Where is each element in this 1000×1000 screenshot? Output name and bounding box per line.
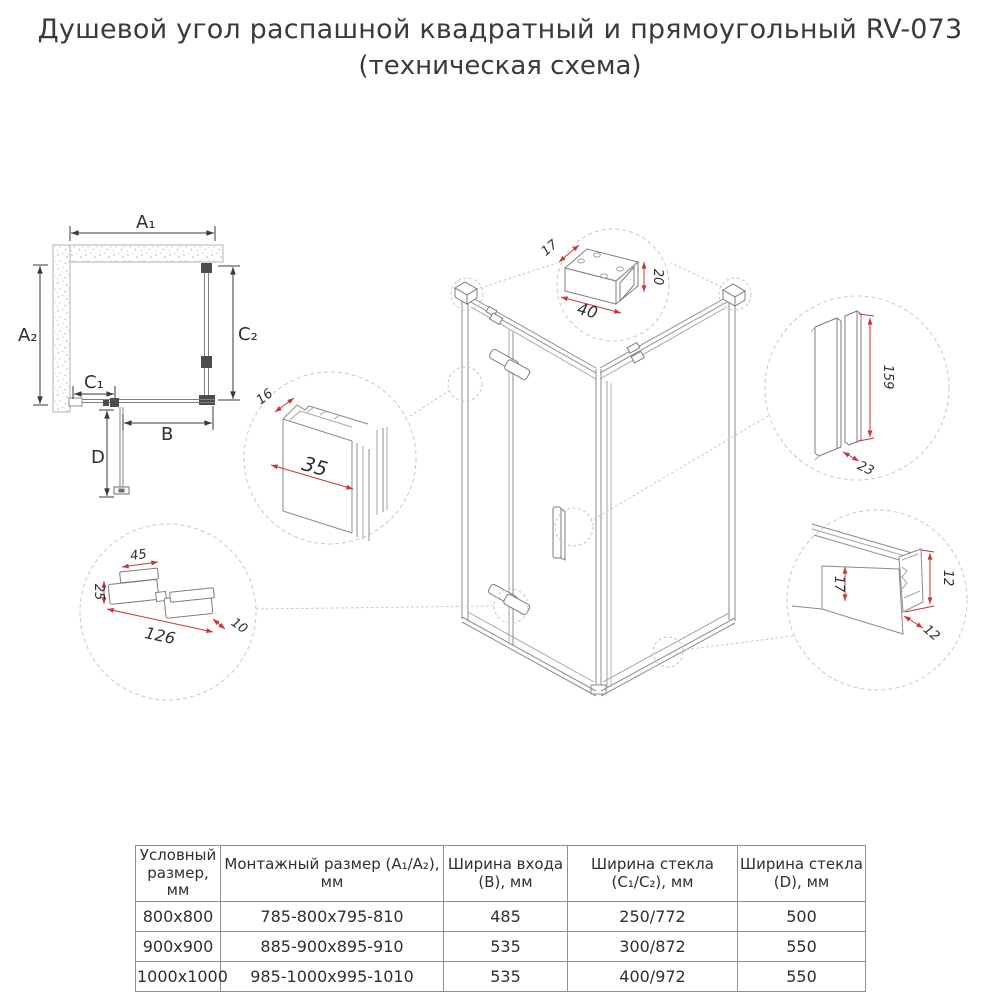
hinge-dim-height: 25 xyxy=(91,583,106,601)
wallprofile-dim-depth: 16 xyxy=(253,386,277,409)
cell-glass-d: 550 xyxy=(738,932,866,962)
door-hinge-top xyxy=(488,348,530,380)
cell-mounting: 885-900x895-910 xyxy=(221,932,444,962)
rail-dim-glass-depth: 17 xyxy=(831,575,846,593)
bracket-dim-depth: 17 xyxy=(538,237,561,260)
plan-door-handle-core xyxy=(119,489,125,493)
plan-wall-profile-block xyxy=(69,398,82,406)
hinge-dim-plate: 45 xyxy=(129,546,148,565)
col-mounting-size: Монтажный размер (А₁/А₂), мм xyxy=(221,846,444,902)
col-glass-width-c: Ширина стекла (C₁/C₂), мм xyxy=(568,846,738,902)
callout-connectors xyxy=(253,263,793,650)
col-nominal-size: Условный размер, мм xyxy=(136,846,221,902)
table-row xyxy=(136,962,866,992)
cell-nominal: 900x900 xyxy=(136,932,221,962)
cell-glass-d: 550 xyxy=(738,962,866,992)
cell-nominal: 1000x1000 xyxy=(136,962,221,992)
isometric-view xyxy=(253,263,793,696)
table-row xyxy=(136,902,866,932)
callout-markers xyxy=(448,278,751,667)
glass-clips xyxy=(486,306,644,363)
dim-label-a2: A₂ xyxy=(18,325,38,346)
cell-mounting: 785-800x795-810 xyxy=(221,902,444,932)
rail-dim-height: 12 xyxy=(940,569,955,587)
cell-entry: 485 xyxy=(444,902,568,932)
detail-top-bracket xyxy=(539,229,669,341)
cell-nominal: 800x800 xyxy=(136,902,221,932)
dim-label-b: B xyxy=(161,424,174,445)
bracket-dim-width: 40 xyxy=(575,298,600,323)
title-line2: (техническая схема) xyxy=(358,51,642,81)
handle-dim-height: 159 xyxy=(880,364,895,390)
plan-bottom-glass xyxy=(70,400,215,403)
cell-glass-c: 250/772 xyxy=(568,902,738,932)
dim-label-c1: C₁ xyxy=(84,372,104,393)
plan-top-wall xyxy=(53,245,223,262)
cell-glass-d: 500 xyxy=(738,902,866,932)
detail-wall-profile xyxy=(244,372,416,544)
title-line1: Душевой угол распашной квадратный и прямоугольный RV-073 xyxy=(37,14,963,45)
cell-mounting: 985-1000x995-1010 xyxy=(221,962,444,992)
plan-left-wall xyxy=(53,245,70,412)
col-entry-width: Ширина входа (B), мм xyxy=(444,846,568,902)
cell-glass-c: 400/972 xyxy=(568,962,738,992)
size-table-header xyxy=(136,846,866,902)
dim-label-a1: A₁ xyxy=(136,212,156,233)
plan-view xyxy=(18,212,258,497)
table-row xyxy=(136,932,866,962)
detail-hinge xyxy=(80,524,256,700)
cell-entry: 535 xyxy=(444,962,568,992)
cell-entry: 535 xyxy=(444,932,568,962)
size-table xyxy=(135,845,866,992)
detail-handle xyxy=(765,296,949,480)
plan-hinge-block-2 xyxy=(110,398,119,407)
hinge-dim-thickness: 10 xyxy=(227,615,251,638)
plan-top-bracket-block xyxy=(201,263,212,273)
col-glass-width-d: Ширина стекла (D), мм xyxy=(738,846,866,902)
plan-hinge-block-1 xyxy=(103,400,109,406)
cell-glass-c: 300/872 xyxy=(568,932,738,962)
plan-right-glass xyxy=(205,263,209,401)
dim-label-c2: C₂ xyxy=(238,324,258,345)
rail-dim-width: 12 xyxy=(920,622,943,645)
wallprofile-dim-width: 35 xyxy=(299,451,331,482)
bracket-dim-height: 20 xyxy=(650,268,665,286)
detail-bottom-rail xyxy=(787,510,967,690)
hinge-dim-length: 126 xyxy=(143,623,178,649)
plan-mid-clip-block xyxy=(201,356,212,368)
handle-dim-depth: 23 xyxy=(854,458,877,480)
dim-label-d: D xyxy=(91,447,105,468)
corner-bracket-left xyxy=(455,282,477,304)
